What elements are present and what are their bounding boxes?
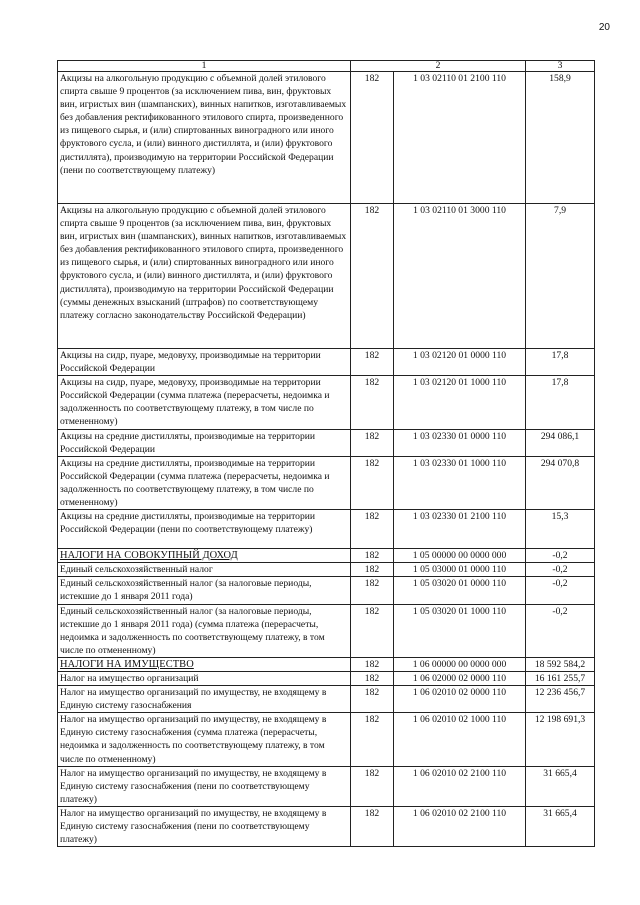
- table-row: [58, 376, 595, 429]
- amount: 158,9: [526, 72, 595, 204]
- table-row: [58, 766, 595, 806]
- admin-code: 182: [351, 806, 394, 846]
- budget-code: 1 03 02110 01 3000 110: [394, 204, 526, 349]
- section-title: НАЛОГИ НА ИМУЩЕСТВО: [58, 657, 351, 671]
- header-row: [58, 61, 595, 72]
- budget-code: 1 05 00000 00 0000 000: [394, 549, 526, 563]
- admin-code: 182: [351, 657, 394, 671]
- admin-code: 182: [351, 349, 394, 376]
- amount: 31 665,4: [526, 806, 595, 846]
- column-header: 3: [526, 61, 595, 72]
- amount: -0,2: [526, 563, 595, 577]
- admin-code: 182: [351, 563, 394, 577]
- amount: 12 236 456,7: [526, 686, 595, 713]
- amount: 31 665,4: [526, 766, 595, 806]
- budget-code: 1 06 02000 02 0000 110: [394, 671, 526, 685]
- table-row: [58, 349, 595, 376]
- budget-code: 1 06 00000 00 0000 000: [394, 657, 526, 671]
- table-row: [58, 429, 595, 456]
- row-description: Акцизы на средние дистилляты, производимые на территории Российской Федерации (сумма платежа (перерасчеты, недоимка и задолженность по соответствующему платежу, в том числе по отмененному): [58, 456, 351, 509]
- page-number: 20: [598, 22, 610, 33]
- table-row: [58, 806, 595, 846]
- admin-code: 182: [351, 686, 394, 713]
- table-row: [58, 671, 595, 685]
- row-description: Налог на имущество организаций по имуществу, не входящему в Единую систему газоснабжения (сумма платежа (перерасчеты, недоимка и задолженность по соответствующему платежу, в том числе по отмененному): [58, 713, 351, 766]
- admin-code: 182: [351, 204, 394, 349]
- admin-code: 182: [351, 510, 394, 549]
- row-description: Акцизы на алкогольную продукцию с объемной долей этилового спирта свыше 9 процентов (за исключением пива, вин, фруктовых вин, игристых вин (шампанских), винных напитков, изготавливаемых без добавления ректификованного этилового спирта, произведенного из пищевого сырья, и (или) спиртованных виноградного или иного фруктового сусла, и (или) винного дистиллята, и (или) фруктового дистиллята), производимую на территории Российской Федерации (суммы денежных взысканий (штрафов) по соответствующему платежу согласно законодательству Российской Федерации): [58, 204, 351, 349]
- revenue-table: [57, 60, 595, 847]
- budget-code: 1 05 03020 01 0000 110: [394, 577, 526, 604]
- row-description: Налог на имущество организаций по имуществу, не входящему в Единую систему газоснабжения: [58, 686, 351, 713]
- row-description: Акцизы на средние дистилляты, производимые на территории Российской Федерации (пени по соответствующему платежу): [58, 510, 351, 549]
- budget-code: 1 05 03000 01 0000 110: [394, 563, 526, 577]
- amount: -0,2: [526, 577, 595, 604]
- table-row: [58, 686, 595, 713]
- budget-code: 1 03 02120 01 0000 110: [394, 349, 526, 376]
- column-header: 1: [58, 61, 351, 72]
- budget-code: 1 05 03020 01 1000 110: [394, 604, 526, 657]
- table-row: [58, 577, 595, 604]
- row-description: Единый сельскохозяйственный налог (за налоговые периоды, истекшие до 1 января 2011 года): [58, 577, 351, 604]
- admin-code: 182: [351, 376, 394, 429]
- table-row: [58, 604, 595, 657]
- table-row: [58, 456, 595, 509]
- admin-code: 182: [351, 577, 394, 604]
- amount: 16 161 255,7: [526, 671, 595, 685]
- section-row: [58, 657, 595, 671]
- budget-code: 1 06 02010 02 2100 110: [394, 806, 526, 846]
- admin-code: 182: [351, 604, 394, 657]
- amount: 294 070,8: [526, 456, 595, 509]
- budget-code: 1 06 02010 02 1000 110: [394, 713, 526, 766]
- row-description: Акцизы на сидр, пуаре, медовуху, производимые на территории Российской Федерации (сумма платежа (перерасчеты, недоимка и задолженность по соответствующему платежу, в том числе по отмененному): [58, 376, 351, 429]
- amount: 7,9: [526, 204, 595, 349]
- amount: 17,8: [526, 349, 595, 376]
- section-row: [58, 549, 595, 563]
- admin-code: 182: [351, 713, 394, 766]
- row-description: Налог на имущество организаций по имуществу, не входящему в Единую систему газоснабжения (пени по соответствующему платежу): [58, 766, 351, 806]
- table-row: [58, 72, 595, 204]
- budget-code: 1 03 02330 01 2100 110: [394, 510, 526, 549]
- row-description: Налог на имущество организаций: [58, 671, 351, 685]
- section-title: НАЛОГИ НА СОВОКУПНЫЙ ДОХОД: [58, 549, 351, 563]
- budget-code: 1 03 02330 01 0000 110: [394, 429, 526, 456]
- amount: 12 198 691,3: [526, 713, 595, 766]
- admin-code: 182: [351, 429, 394, 456]
- row-description: Единый сельскохозяйственный налог: [58, 563, 351, 577]
- row-description: Акцизы на сидр, пуаре, медовуху, производимые на территории Российской Федерации: [58, 349, 351, 376]
- column-header: 2: [351, 61, 526, 72]
- budget-code: 1 06 02010 02 0000 110: [394, 686, 526, 713]
- table-row: [58, 204, 595, 349]
- amount: 17,8: [526, 376, 595, 429]
- row-description: Акцизы на средние дистилляты, производимые на территории Российской Федерации: [58, 429, 351, 456]
- row-description: Акцизы на алкогольную продукцию с объемной долей этилового спирта свыше 9 процентов (за исключением пива, вин, фруктовых вин, игристых вин (шампанских), винных напитков, изготавливаемых без добавления ректификованного этилового спирта, произведенного из пищевого сырья, и (или) спиртованных виноградного или иного фруктового сусла, и (или) винного дистиллята, и (или) фруктового дистиллята), производимую на территории Российской Федерации (пени по соответствующему платежу): [58, 72, 351, 204]
- amount: 15,3: [526, 510, 595, 549]
- admin-code: 182: [351, 456, 394, 509]
- budget-code: 1 03 02120 01 1000 110: [394, 376, 526, 429]
- amount: -0,2: [526, 549, 595, 563]
- row-description: Налог на имущество организаций по имуществу, не входящему в Единую систему газоснабжения (пени по соответствующему платежу): [58, 806, 351, 846]
- amount: 294 086,1: [526, 429, 595, 456]
- admin-code: 182: [351, 549, 394, 563]
- amount: 18 592 584,2: [526, 657, 595, 671]
- budget-code: 1 03 02110 01 2100 110: [394, 72, 526, 204]
- budget-code: 1 03 02330 01 1000 110: [394, 456, 526, 509]
- amount: -0,2: [526, 604, 595, 657]
- table-row: [58, 713, 595, 766]
- budget-code: 1 06 02010 02 2100 110: [394, 766, 526, 806]
- admin-code: 182: [351, 671, 394, 685]
- table-row: [58, 510, 595, 549]
- admin-code: 182: [351, 72, 394, 204]
- admin-code: 182: [351, 766, 394, 806]
- table-row: [58, 563, 595, 577]
- row-description: Единый сельскохозяйственный налог (за налоговые периоды, истекшие до 1 января 2011 года) (сумма платежа (перерасчеты, недоимка и задолженность по соответствующему платежу, в том числе по отмененному): [58, 604, 351, 657]
